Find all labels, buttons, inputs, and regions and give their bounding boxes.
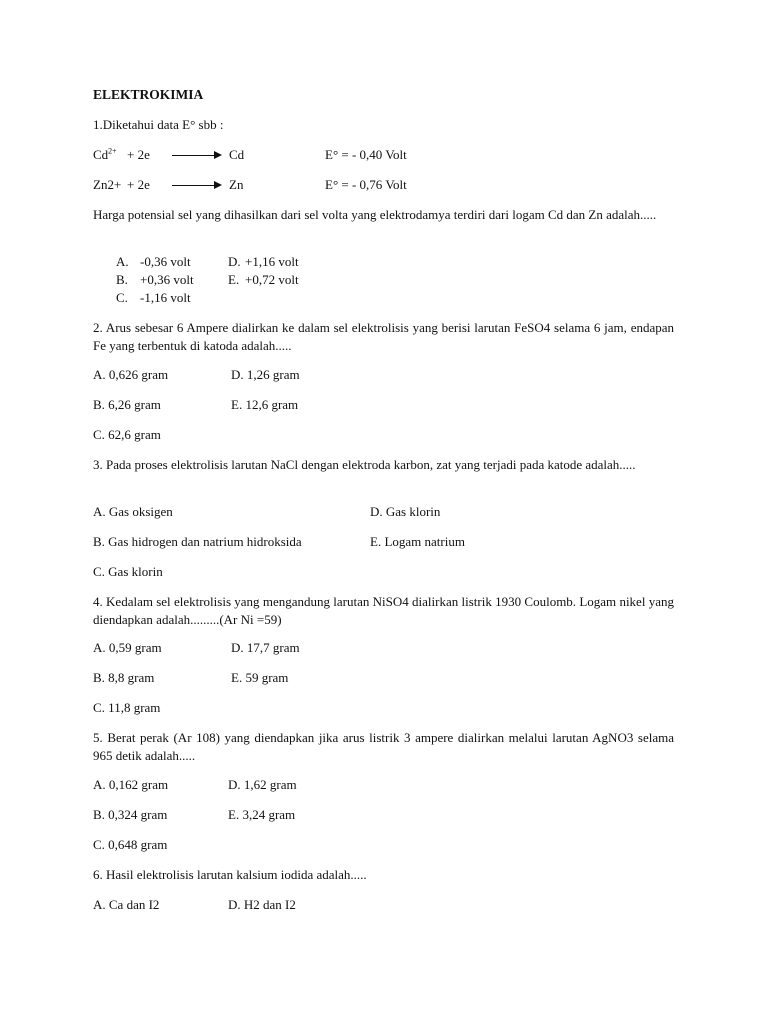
q1-option-text: +1,16 volt	[245, 254, 299, 269]
reaction-arrow-icon	[172, 155, 220, 156]
q1-option-letter: A.	[116, 254, 129, 269]
q1-option-letter: D.	[228, 254, 241, 269]
q4-question: 4. Kedalam sel elektrolisis yang mengandung larutan NiSO4 dialirkan listrik 1930 Coulomb. Logam nikel yang diendapkan adalah.........(Ar Ni =59)	[93, 594, 674, 627]
reaction-arrow-icon	[172, 185, 220, 186]
q1-option-text: +0,72 volt	[245, 272, 299, 287]
q3-option-b: B. Gas hidrogen dan natrium hidroksida	[93, 534, 302, 549]
q6-option-a: A. Ca dan I2	[93, 897, 160, 912]
q3-option-a: A. Gas oksigen	[93, 504, 173, 519]
q1-reaction-2-electrons: + 2e	[127, 177, 150, 192]
q3-option-e: E. Logam natrium	[370, 534, 465, 549]
q5-option-c: C. 0,648 gram	[93, 837, 168, 852]
q2-option-c: C. 62,6 gram	[93, 427, 161, 442]
q1-option-letter: B.	[116, 272, 128, 287]
q4-option-c: C. 11,8 gram	[93, 700, 161, 715]
q5-option-b: B. 0,324 gram	[93, 807, 168, 822]
q1-option-text: +0,36 volt	[140, 272, 194, 287]
q5-option-e: E. 3,24 gram	[228, 807, 296, 822]
q6-question: 6. Hasil elektrolisis larutan kalsium iodida adalah.....	[93, 867, 367, 882]
q5-question: 5. Berat perak (Ar 108) yang diendapkan jika arus listrik 3 ampere dialirkan melalui larutan AgNO3 selama 965 detik adalah.....	[93, 730, 674, 763]
q5-option-a: A. 0,162 gram	[93, 777, 169, 792]
q4-option-a: A. 0,59 gram	[93, 640, 162, 655]
q4-option-e: E. 59 gram	[231, 670, 289, 685]
q1-question: Harga potensial sel yang dihasilkan dari sel volta yang elektrodamya terdiri dari logam Cd dan Zn adalah.....	[93, 207, 657, 222]
q1-reaction-1-reactant: $Cd^{2+}$	[93, 146, 117, 162]
q2-option-a: A. 0,626 gram	[93, 367, 169, 382]
q5-option-d: D. 1,62 gram	[228, 777, 297, 792]
document-title: ELEKTROKIMIA	[93, 87, 204, 102]
q1-intro: 1.Diketahui data E° sbb :	[93, 117, 224, 132]
q1-reaction-2-product: Zn	[229, 177, 244, 192]
q1-option-text: -0,36 volt	[140, 254, 191, 269]
q2-option-e: E. 12,6 gram	[231, 397, 299, 412]
q1-reaction-2-reactant: Zn2+	[93, 177, 122, 192]
q3-question: 3. Pada proses elektrolisis larutan NaCl dengan elektroda karbon, zat yang terjadi pada katode adalah.....	[93, 457, 636, 472]
q1-option-letter: C.	[116, 290, 128, 305]
q2-option-b: B. 6,26 gram	[93, 397, 161, 412]
q2-option-d: D. 1,26 gram	[231, 367, 300, 382]
q1-reaction-1-product: Cd	[229, 147, 245, 162]
q1-reaction-1-electrons: + 2e	[127, 147, 150, 162]
q3-option-c: C. Gas klorin	[93, 564, 163, 579]
q4-option-d: D. 17,7 gram	[231, 640, 300, 655]
q6-option-d: D. H2 dan I2	[228, 897, 296, 912]
q4-option-b: B. 8,8 gram	[93, 670, 155, 685]
q1-option-text: -1,16 volt	[140, 290, 191, 305]
q3-option-d: D. Gas klorin	[370, 504, 441, 519]
q1-reaction-1-potential: E° = - 0,40 Volt	[325, 147, 407, 162]
q2-question: 2. Arus sebesar 6 Ampere dialirkan ke dalam sel elektrolisis yang berisi larutan FeSO4 selama 6 jam, endapan Fe yang terbentuk di katoda adalah.....	[93, 320, 674, 353]
q1-option-letter: E.	[228, 272, 240, 287]
q1-reaction-2-potential: E° = - 0,76 Volt	[325, 177, 407, 192]
